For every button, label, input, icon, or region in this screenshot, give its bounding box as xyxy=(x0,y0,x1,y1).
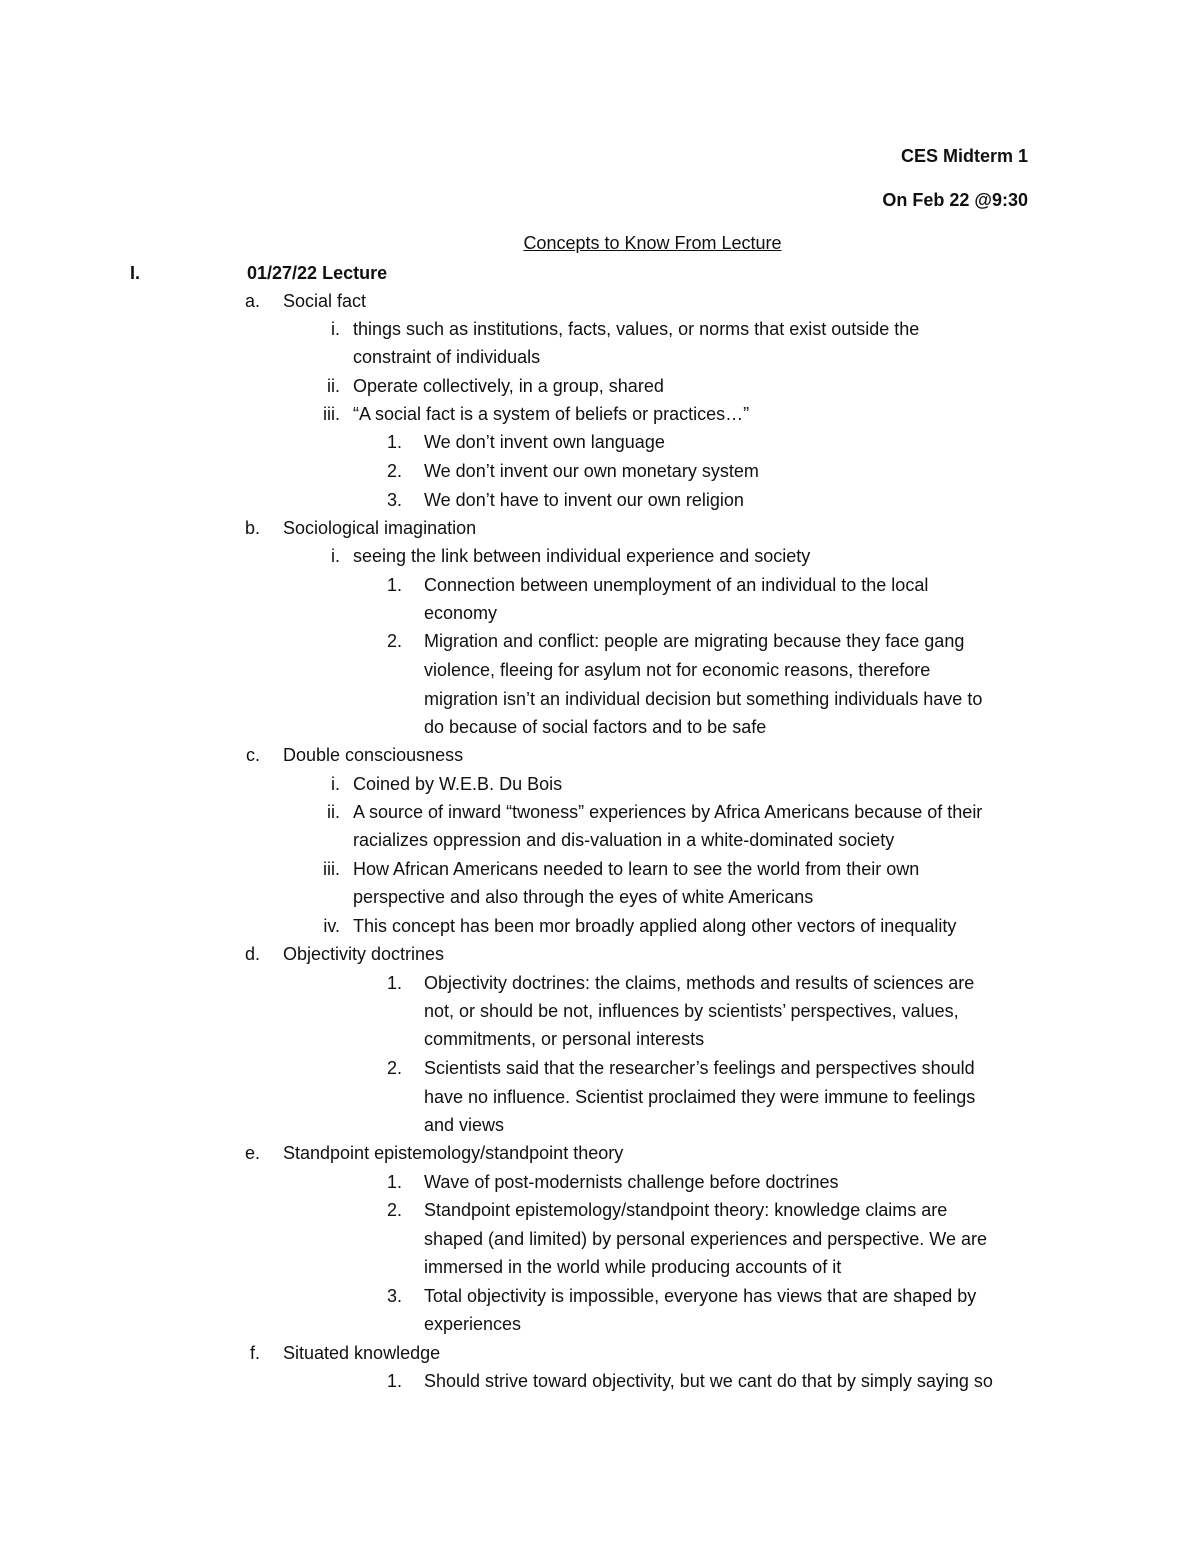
outline-marker-b: b. xyxy=(244,518,260,538)
outline-subitem-text: immersed in the world while producing accounts of it xyxy=(424,1257,842,1277)
outline-item-text: constraint of individuals xyxy=(353,347,541,367)
outline-subitem-text: and views xyxy=(424,1115,505,1135)
outline-label-d: Objectivity doctrines xyxy=(283,944,445,964)
outline-subitem-text: Connection between unemployment of an individual to the local xyxy=(424,575,929,595)
outline-subitem-text: Migration and conflict: people are migrating because they face gang xyxy=(424,631,965,651)
outline-item-marker: iv. xyxy=(323,916,340,936)
outline-item-marker: ii. xyxy=(327,376,340,396)
outline-subitem-marker: 1. xyxy=(386,1371,402,1391)
outline-marker-d: d. xyxy=(244,944,260,964)
outline-item-marker: ii. xyxy=(327,802,340,822)
outline-label-f: Situated knowledge xyxy=(283,1343,441,1363)
outline-item-text: things such as institutions, facts, values, or norms that exist outside the xyxy=(353,319,920,339)
outline-subitem-text: Objectivity doctrines: the claims, methods and results of sciences are xyxy=(424,973,975,993)
outline-item-marker: i. xyxy=(331,319,340,339)
outline-label-c: Double consciousness xyxy=(283,745,464,765)
outline-item-text: “A social fact is a system of beliefs or practices…” xyxy=(353,404,750,424)
outline-subitem-marker: 3. xyxy=(386,490,402,510)
outline-subitem-text: violence, fleeing for asylum not for economic reasons, therefore xyxy=(424,660,931,680)
header-line-2: On Feb 22 @9:30 xyxy=(882,190,1028,210)
outline-subitem-text: Should strive toward objectivity, but we cant do that by simply saying so xyxy=(424,1371,993,1391)
outline-subitem-text: shaped (and limited) by personal experiences and perspective. We are xyxy=(424,1229,987,1249)
outline-subitem-text: Wave of post-modernists challenge before doctrines xyxy=(424,1172,839,1192)
outline-marker-f: f. xyxy=(249,1343,260,1363)
outline-subitem-text: We don’t have to invent our own religion xyxy=(424,490,744,510)
outline-item-text: A source of inward “twoness” experiences by Africa Americans because of their xyxy=(353,802,983,822)
outline-label-a: Social fact xyxy=(283,291,367,311)
outline-subitem-text: do because of social factors and to be safe xyxy=(424,717,767,737)
outline-subitem-marker: 2. xyxy=(386,631,402,651)
outline-item-text: Operate collectively, in a group, shared xyxy=(353,376,664,396)
outline-item-marker: i. xyxy=(331,774,340,794)
section-title: 01/27/22 Lecture xyxy=(247,263,388,283)
outline-marker-a: a. xyxy=(244,291,260,311)
outline-subitem-marker: 1. xyxy=(386,432,402,452)
outline-marker-c: c. xyxy=(245,745,260,765)
outline-item-marker: i. xyxy=(331,546,340,566)
outline-item-text: seeing the link between individual experience and society xyxy=(353,546,811,566)
outline-label-e: Standpoint epistemology/standpoint theory xyxy=(283,1143,624,1163)
outline-subitem-text: We don’t invent our own monetary system xyxy=(424,461,759,481)
outline-subitem-text: experiences xyxy=(424,1314,522,1334)
outline-subitem-marker: 1. xyxy=(386,1172,402,1192)
outline-subitem-text: commitments, or personal interests xyxy=(424,1029,705,1049)
outline-subitem-text: not, or should be not, influences by scientists’ perspectives, values, xyxy=(424,1001,959,1021)
outline-subitem-text: economy xyxy=(424,603,498,623)
page-title: Concepts to Know From Lecture xyxy=(523,233,782,253)
outline-subitem-marker: 3. xyxy=(386,1286,402,1306)
outline-subitem-text: We don’t invent own language xyxy=(424,432,665,452)
section-marker: I. xyxy=(130,263,141,283)
outline-marker-e: e. xyxy=(244,1143,260,1163)
outline-item-text: How African Americans needed to learn to see the world from their own xyxy=(353,859,920,879)
outline-subitem-marker: 2. xyxy=(386,1200,402,1220)
outline-label-b: Sociological imagination xyxy=(283,518,477,538)
outline-item-text: This concept has been mor broadly applied along other vectors of inequality xyxy=(353,916,957,936)
outline-item-text: racializes oppression and dis-valuation in a white-dominated society xyxy=(353,830,895,850)
outline-subitem-text: Scientists said that the researcher’s feelings and perspectives should xyxy=(424,1058,975,1078)
outline-item-text: perspective and also through the eyes of white Americans xyxy=(353,887,814,907)
outline-subitem-text: Standpoint epistemology/standpoint theory: knowledge claims are xyxy=(424,1200,948,1220)
outline-item-marker: iii. xyxy=(323,859,340,879)
outline-subitem-marker: 2. xyxy=(386,1058,402,1078)
outline-subitem-marker: 2. xyxy=(386,461,402,481)
outline-subitem-text: Total objectivity is impossible, everyone has views that are shaped by xyxy=(424,1286,977,1306)
header-line-1: CES Midterm 1 xyxy=(900,146,1028,166)
outline-item-marker: iii. xyxy=(323,404,340,424)
outline-subitem-marker: 1. xyxy=(386,973,402,993)
outline-subitem-marker: 1. xyxy=(386,575,402,595)
outline-subitem-text: have no influence. Scientist proclaimed they were immune to feelings xyxy=(424,1087,976,1107)
outline-subitem-text: migration isn’t an individual decision but something individuals have to xyxy=(424,689,983,709)
outline-item-text: Coined by W.E.B. Du Bois xyxy=(353,774,563,794)
